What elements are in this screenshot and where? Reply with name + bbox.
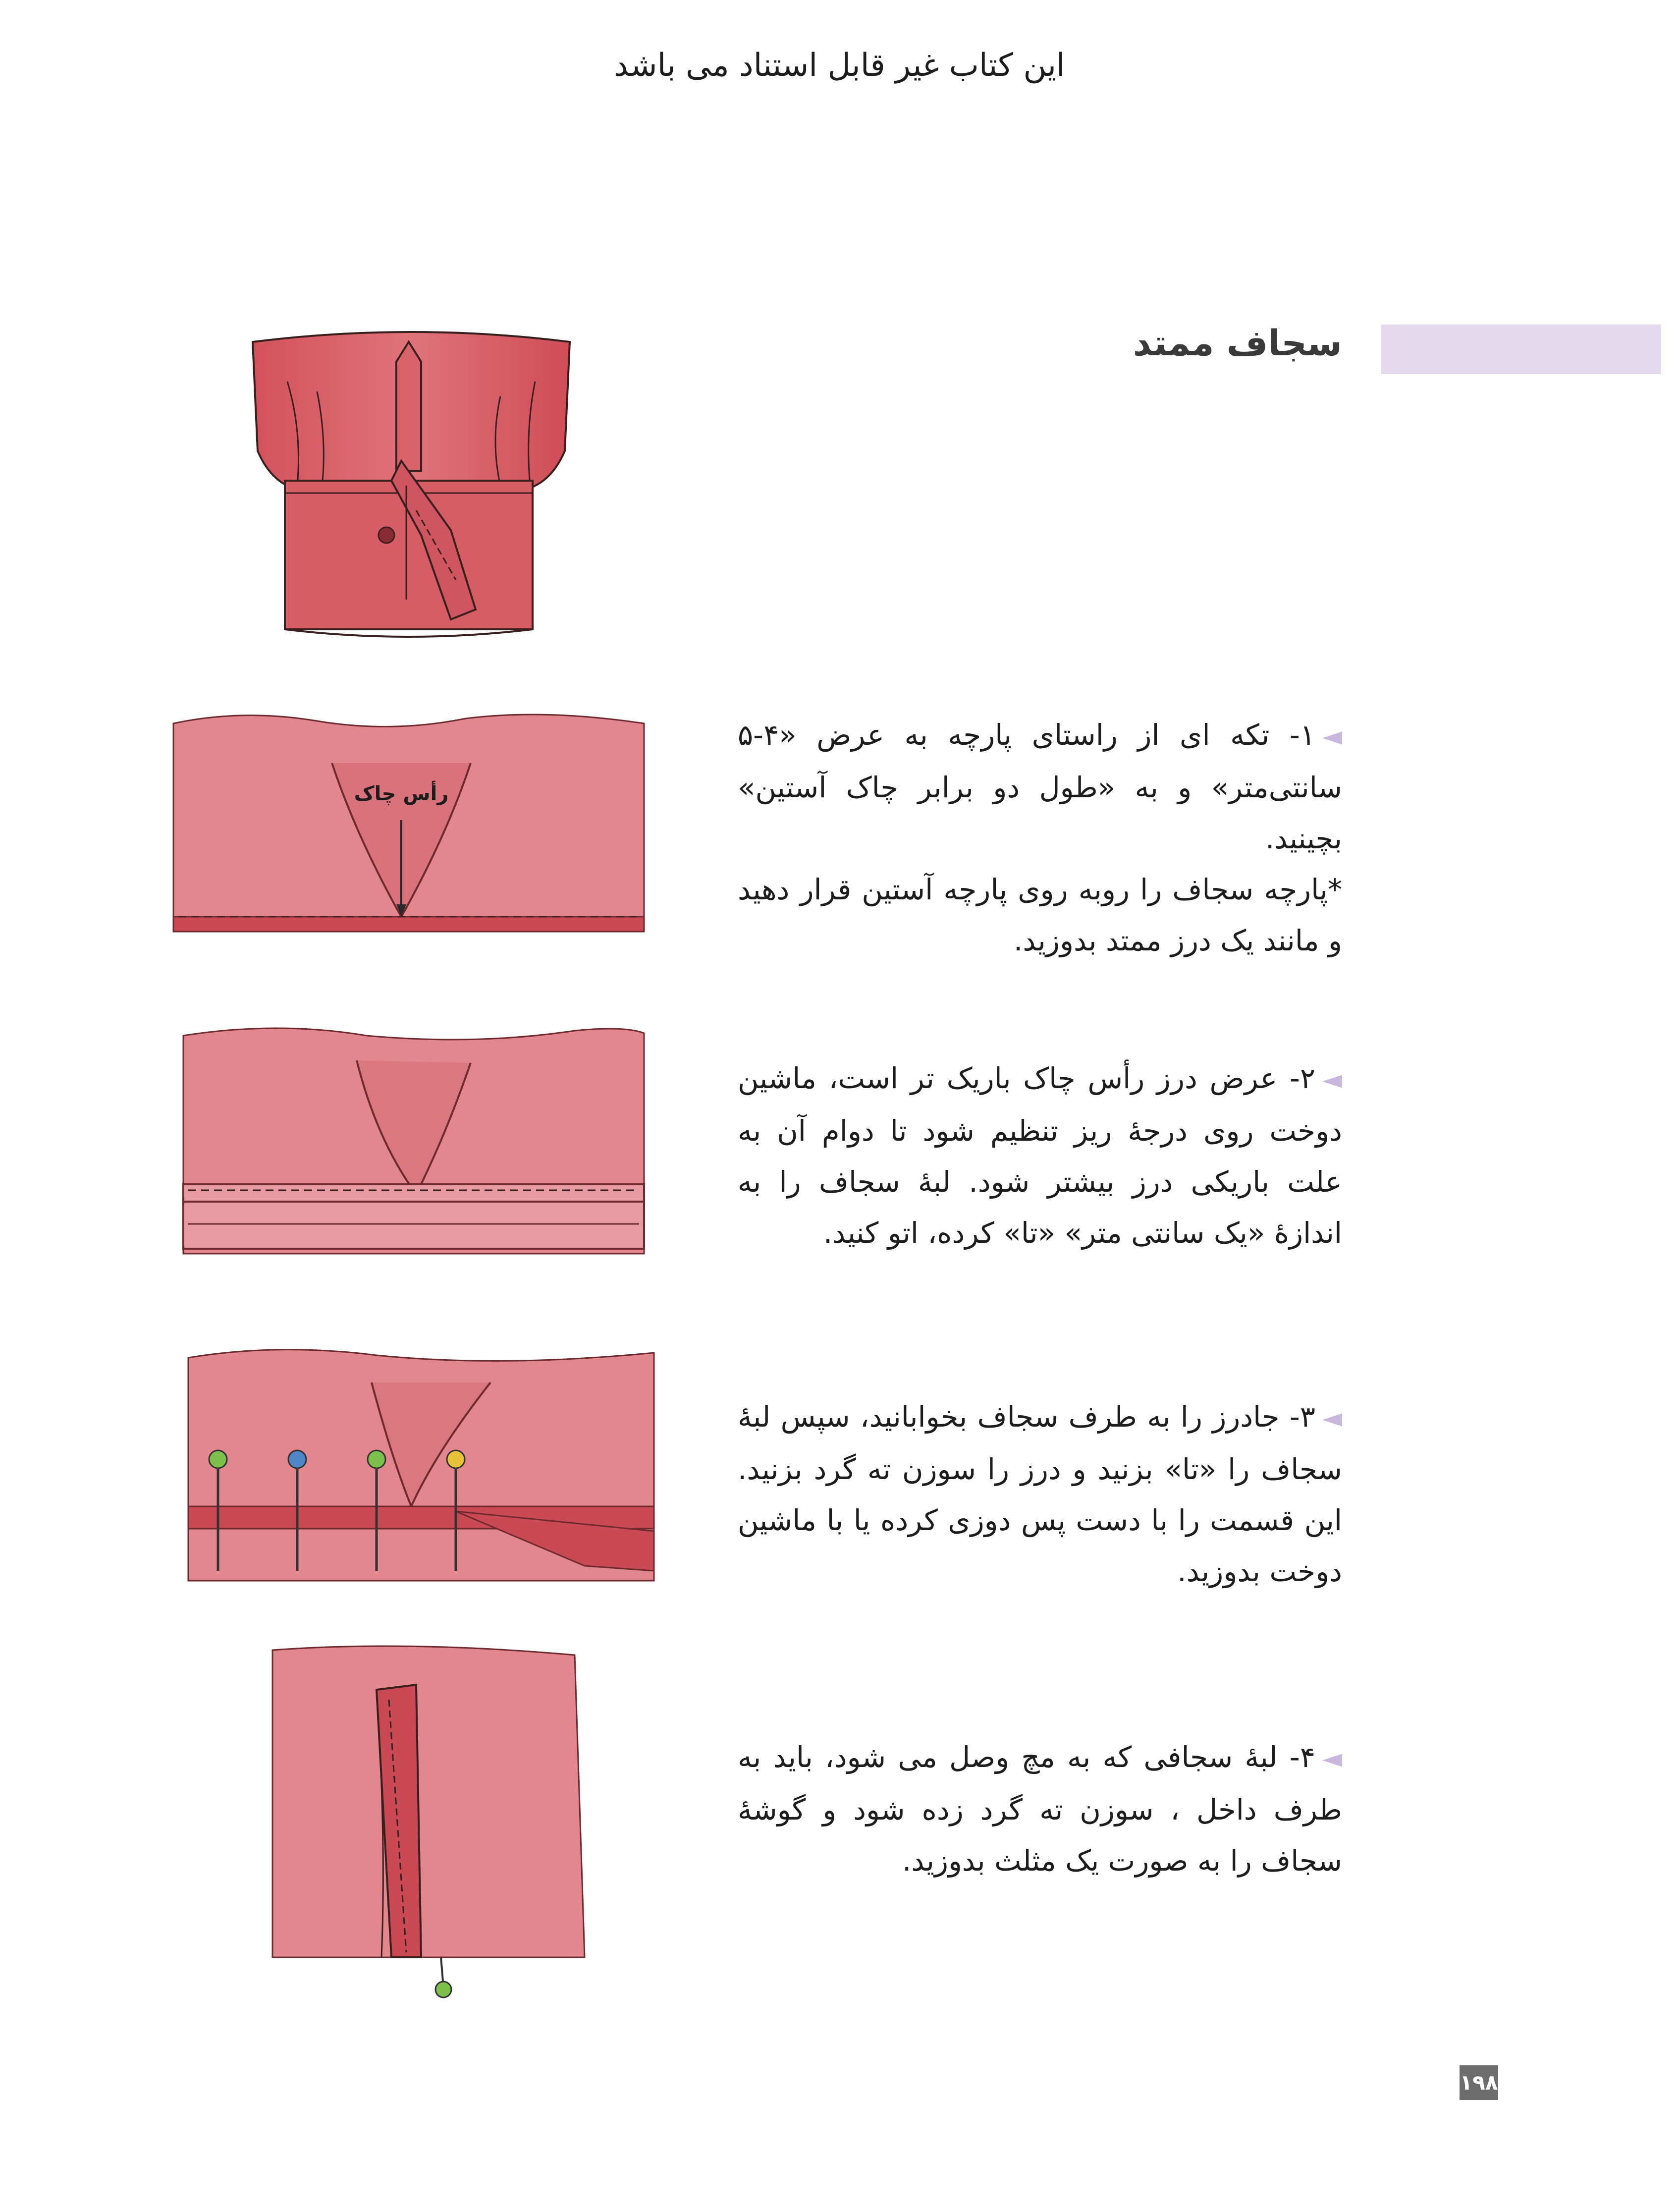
section-accent-bar <box>1381 325 1661 374</box>
step-bullet-icon: ◄ <box>1322 1065 1343 1095</box>
step-bullet-icon: ◄ <box>1322 721 1342 751</box>
step4-illustration <box>258 1640 595 2007</box>
step-bullet-icon: ◄ <box>1322 1403 1342 1433</box>
step3-illustration <box>178 1333 669 1601</box>
step-text: جادرز را به طرف سجاف بخوابانید، سپس لبهٔ سجاف را «تا» بزنید و درز را سوزن ته گرد بزنید. این قسمت را با دست پس دوزی کرده یا با ماشین دوخت بدوزید. <box>738 1400 1342 1588</box>
step-number: ۳- <box>1289 1400 1315 1434</box>
cusp-label: رأس چاک <box>354 782 449 805</box>
step-2 <box>738 1053 1342 1259</box>
step-number: ۱- <box>1289 718 1315 752</box>
step-text: لبهٔ سجافی که به مچ وصل می شود، باید به طرف داخل ، سوزن ته گرد زده شود و گوشهٔ سجاف را به صورت یک مثلث بدوزید. <box>738 1740 1342 1878</box>
step-text: عرض درز رأس چاک باریک تر است، ماشین دوخت روی درجهٔ ریز تنظیم شود تا دوام آن به علت باریکی درز بیشتر شود. لبهٔ سجاف را به اندازهٔ «یک سانتی متر» «تا» کرده، اتو کنید. <box>738 1061 1342 1250</box>
step-bullet-icon: ◄ <box>1322 1744 1343 1773</box>
step-note: *پارچه سجاف را روبه روی پارچه آستین قرار دهید و مانند یک درز ممتد بدوزید. <box>738 873 1342 957</box>
step2-illustration <box>178 1016 654 1269</box>
page-number: ۱۹۸ <box>1460 2065 1498 2100</box>
step-number: ۴- <box>1289 1740 1316 1774</box>
step-4 <box>738 1732 1342 1886</box>
step1-illustration <box>168 709 654 941</box>
step-1 <box>738 710 1342 966</box>
cuff-illustration <box>243 322 580 649</box>
section-title: سجاف ممتد <box>1133 322 1342 364</box>
page-header: این کتاب غیر قابل استناد می باشد <box>614 47 1065 84</box>
step-text: تکه ای از راستای پارچه به عرض «۴-۵ سانتی‌متر» و به «طول دو برابر چاک آستین» بچینید. <box>738 718 1342 855</box>
step-number: ۲- <box>1289 1061 1316 1095</box>
step-3 <box>738 1391 1342 1597</box>
